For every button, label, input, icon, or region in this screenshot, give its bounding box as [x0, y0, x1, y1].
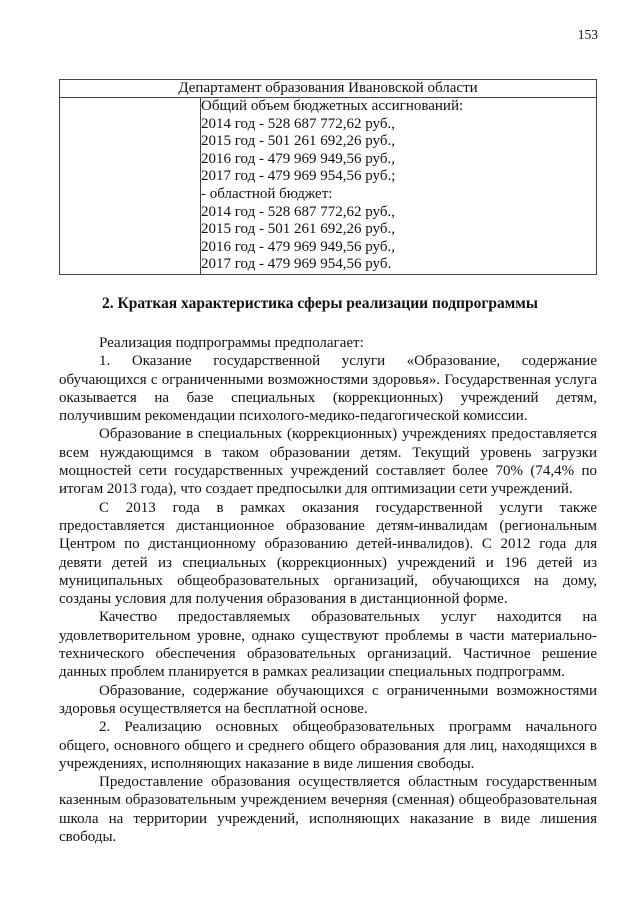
department-cell: Департамент образования Ивановской области [60, 80, 597, 98]
section-title: 2. Краткая характеристика сферы реализации подпрограммы [102, 295, 538, 312]
paragraph: Качество предоставляемых образовательных услуг находится на удовлетворительном уровне, однако существуют проблемы в части материально-технического обеспечения образовательных организаций. Частичное решение данных проблем планируется в рамках реализации специальных подпрограмм. [59, 609, 597, 681]
paragraph: Образование, содержание обучающихся с ограниченными возможностями здоровья осуществляется на бесплатной основе. [59, 682, 597, 717]
budget-table [59, 79, 597, 275]
paragraph: Предоставление образования осуществляется областным государственным казенным образовательным учреждением вечерняя (сменная) общеобразовательная школа на территории учреждений, исполняющих наказание в виде лишения свободы. [59, 774, 597, 846]
paragraph: 1. Оказание государственной услуги «Образование, содержание обучающихся с ограниченными возможностями здоровья». Государственная услуга оказывается на базе специальных (коррекционных) учреждений детям, получившим рекомендации психолого-медико-педагогической комиссии. [59, 353, 597, 425]
amount-line: 2017 год - 479 969 954,56 руб.; [201, 168, 396, 185]
body-text [59, 334, 597, 846]
amounts-cell [201, 98, 597, 275]
paragraph: С 2013 года в рамках оказания государственной услуги также предоставляется дистанционное образование детям-инвалидам (региональным Центром по дистанционному образованию детей-инвалидов). С 2012 года для девяти детей из специальных (коррекционных) учреждений и 196 детей из муниципальных общеобразовательных организаций, обучающихся на дому, созданы условия для получения образования в дистанционной форме. [59, 499, 597, 608]
amount-line: 2015 год - 501 261 692,26 руб., [201, 221, 395, 238]
amount-line: - областной бюджет: [201, 185, 333, 202]
paragraph: Образование в специальных (коррекционных) учреждениях предоставляется всем нуждающимся в таком образовании детям. Текущий уровень загрузки мощностей сети государственных учреждений составляет более 70% (74,4% по итогам 2013 года), что создает предпосылки для оптимизации сети учреждений. [59, 426, 597, 498]
amount-line: Общий объем бюджетных ассигнований: [201, 98, 464, 114]
amount-line: 2016 год - 479 969 949,56 руб., [201, 238, 395, 255]
amount-line: 2015 год - 501 261 692,26 руб., [201, 133, 395, 150]
amount-line: 2016 год - 479 969 949,56 руб., [201, 150, 395, 167]
amount-line: 2014 год - 528 687 772,62 руб., [201, 203, 395, 220]
empty-cell [60, 98, 201, 275]
amount-line: 2017 год - 479 969 954,56 руб. [201, 256, 392, 273]
table-row [60, 98, 597, 275]
paragraph: 2. Реализацию основных общеобразовательных программ начального общего, основного общего и среднего общего образования для лиц, находящихся в учреждениях, исполняющих наказание в виде лишения свободы. [59, 719, 597, 772]
amount-line: 2014 год - 528 687 772,62 руб., [201, 115, 395, 132]
paragraph: Реализация подпрограммы предполагает: [99, 335, 364, 351]
page-number: 153 [577, 27, 598, 42]
table-row [60, 80, 597, 98]
